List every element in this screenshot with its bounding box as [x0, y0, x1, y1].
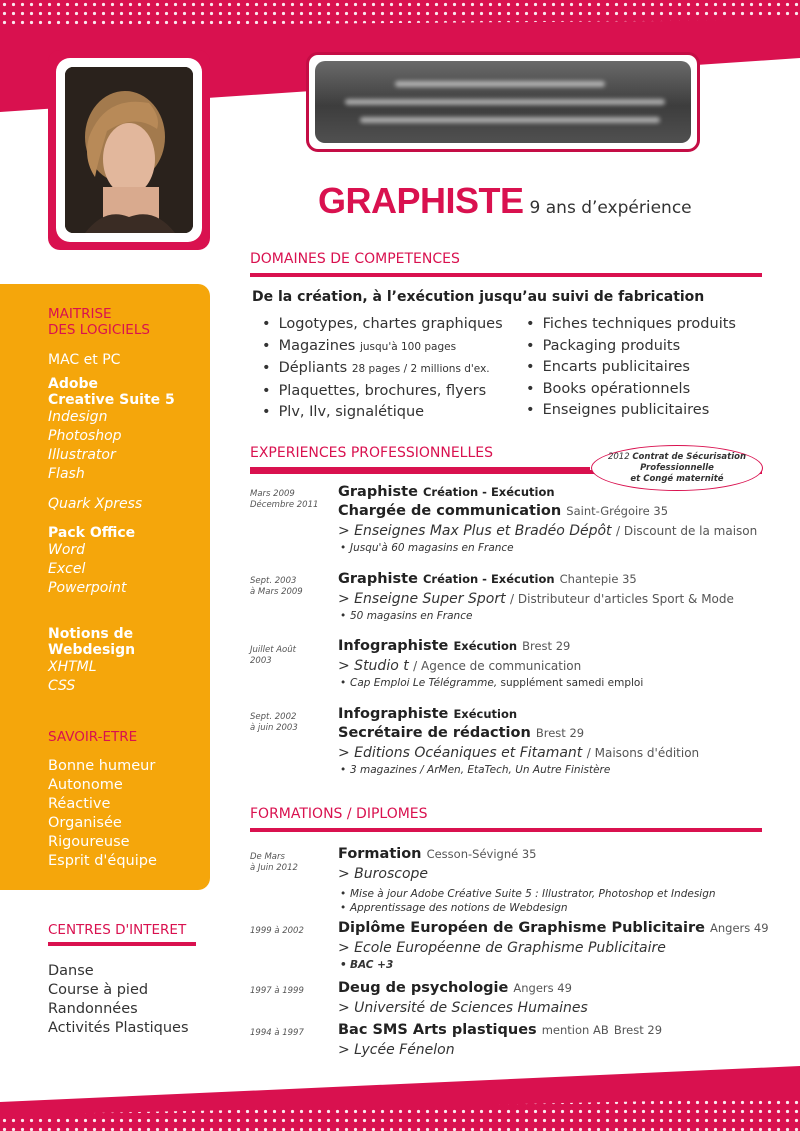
formation-date: 1994 à 1997: [250, 1028, 304, 1038]
experience-years: 9 ans d’expérience: [529, 198, 692, 218]
experience-item: Infographiste Exécution Brest 29 > Studio t / Agence de communication • Cap Emploi Le Télégramme, supplément samedi emploi: [338, 637, 778, 690]
formation-date: 1997 à 1999: [250, 986, 304, 996]
formation-item: Diplôme Européen de Graphisme Publicitaire Angers 49 > Ecole Européenne de Graphisme Publicitaire • BAC +3: [338, 919, 778, 972]
section-formations-heading: FORMATIONS / DIPLOMES: [250, 806, 762, 832]
list-item: • Enseignes publicitaires: [526, 400, 736, 422]
office-block: Pack Office Word Excel Powerpoint: [48, 525, 136, 596]
contact-block: [306, 52, 700, 152]
list-item: Activités Plastiques: [48, 1020, 189, 1036]
experience-date: Mars 2009 Décembre 2011: [250, 489, 319, 510]
list-item: • Logotypes, chartes graphiques: [262, 314, 503, 336]
list-item: • Encarts publicitaires: [526, 357, 736, 379]
list-item: • Dépliants 28 pages / 2 millions d'ex.: [262, 358, 503, 381]
formation-item: Deug de psychologie Angers 49 > Université de Sciences Humaines: [338, 980, 588, 1016]
experience-date: Sept. 2002 à juin 2003: [250, 712, 298, 733]
job-title: GRAPHISTE: [318, 180, 524, 221]
competences-intro: De la création, à l’exécution jusqu’au suivi de fabrication: [252, 289, 705, 305]
list-item: Course à pied: [48, 982, 149, 998]
section-experiences-heading: EXPERIENCES PROFESSIONNELLES: [250, 445, 590, 471]
list-item: • Magazines jusqu'à 100 pages: [262, 336, 503, 359]
list-item: • Packaging produits: [526, 336, 736, 358]
experience-item: Graphiste Création - Exécution Chargée de communication Saint-Grégoire 35 > Enseignes Max Plus et Bradéo Dépôt / Discount de la maison • Jusqu'à 60 magasins en France: [338, 483, 778, 555]
person-portrait-icon: [65, 67, 193, 233]
skills-list-left: [262, 314, 503, 424]
section-competences-heading: DOMAINES DE COMPETENCES: [250, 251, 762, 277]
interests-heading: CENTRES D'INTERET: [48, 922, 196, 946]
list-item: Danse: [48, 963, 94, 979]
adobe-block: Adobe Creative Suite 5 Indesign Photoshop Illustrator Flash: [48, 376, 175, 482]
list-item: • Plv, Ilv, signalétique: [262, 402, 503, 424]
experience-date: Sept. 2003 à Mars 2009: [250, 576, 303, 597]
list-item: Randonnées: [48, 1001, 138, 1017]
experience-date: Juillet Août 2003: [250, 645, 296, 666]
formation-item: Formation Cesson-Sévigné 35 > Buroscope • Mise à jour Adobe Créative Suite 5 : Illustrator, Photoshop et Indesign • Apprentissage des notions de Webdesign: [338, 845, 778, 915]
savoir-list: Bonne humeur Autonome Réactive Organisée Rigoureuse Esprit d'équipe: [48, 758, 157, 869]
experience-item: Infographiste Exécution Secrétaire de rédaction Brest 29 > Editions Océaniques et Fitamant / Maisons d'édition • 3 magazines / ArMen, EtaTech, Un Autre Finistère: [338, 705, 778, 777]
quark-label: Quark Xpress: [48, 496, 143, 512]
skills-list-right: [526, 314, 736, 422]
software-heading: MAITRISE DES LOGICIELS: [48, 306, 150, 338]
contract-badge: 2012 Contrat de Sécurisation Professionnelle et Congé maternité: [591, 445, 763, 491]
experience-item: Graphiste Création - Exécution Chantepie 35 > Enseigne Super Sport / Distributeur d'articles Sport & Mode • 50 magasins en France: [338, 570, 778, 623]
page-title: [318, 180, 692, 222]
profile-photo: [65, 67, 193, 233]
contact-box-blurred: [315, 61, 691, 143]
list-item: • Plaquettes, brochures, flyers: [262, 381, 503, 403]
web-block: Notions de Webdesign XHTML CSS: [48, 626, 136, 694]
formation-date: De Mars à Juin 2012: [250, 852, 298, 873]
list-item: • Books opérationnels: [526, 379, 736, 401]
savoir-heading: SAVOIR-ETRE: [48, 729, 138, 745]
formation-item: Bac SMS Arts plastiques mention AB Brest 29 > Lycée Fénelon: [338, 1022, 663, 1058]
platform-label: MAC et PC: [48, 352, 121, 368]
photo-frame: [48, 50, 210, 250]
formation-date: 1999 à 2002: [250, 926, 304, 936]
list-item: • Fiches techniques produits: [526, 314, 736, 336]
interests-list: [48, 962, 189, 1038]
